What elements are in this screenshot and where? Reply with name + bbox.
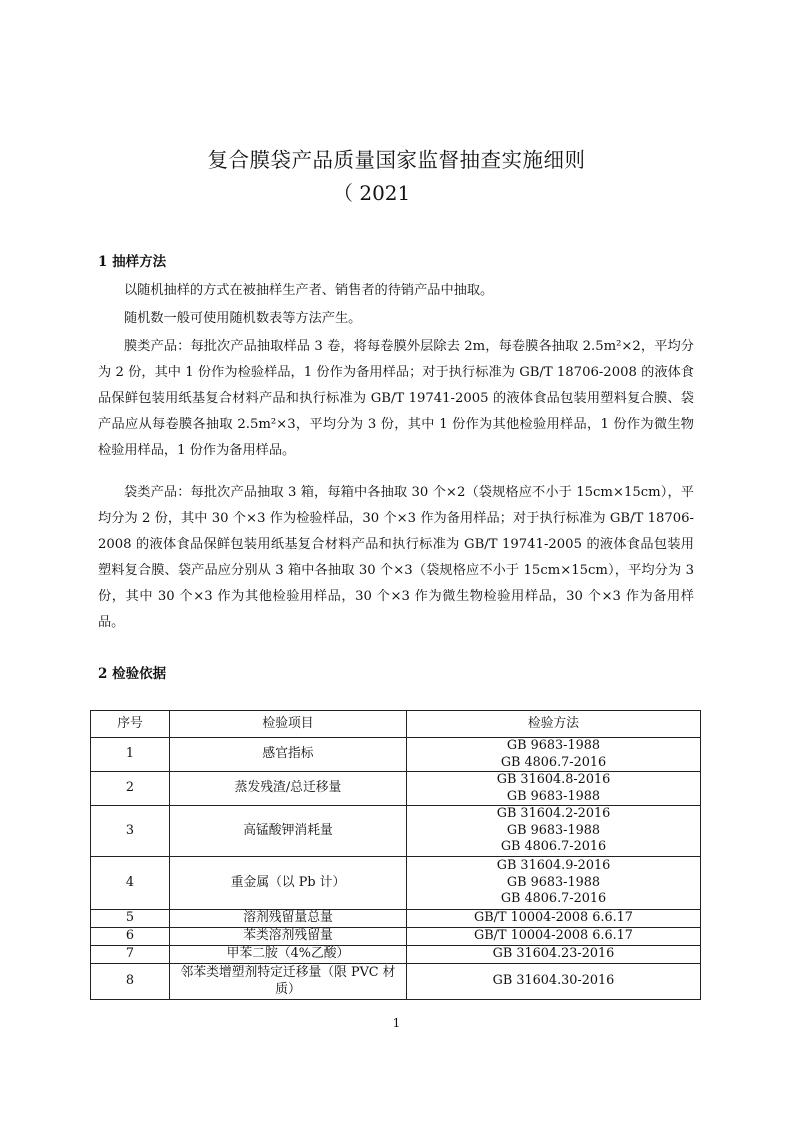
header-method: 检验方法 [407,711,701,738]
document-year: （ 2021 [333,181,411,205]
method-line: GB 31604.30-2016 [492,973,615,989]
header-no: 序号 [91,711,170,738]
method-line: GB/T 10004-2008 6.6.17 [474,928,633,944]
row-item: 蒸发残渣/总迁移量 [170,772,407,806]
table-row [91,857,701,910]
row-item: 溶剂残留量总量 [170,910,407,928]
method-line: GB 31604.8-2016 [496,772,611,787]
header-item: 检验项目 [170,711,407,738]
method-line: GB 9683-1988 [506,874,601,890]
row-methods [407,928,701,946]
row-no: 7 [91,946,170,964]
method-line: GB 4806.7-2016 [500,891,607,907]
table-row [91,738,701,772]
method-line: GB/T 10004-2008 6.6.17 [474,910,633,926]
method-line: GB 31604.9-2016 [496,858,611,874]
row-no: 6 [91,928,170,946]
page-number: 1 [392,1016,401,1030]
paragraph-random-number: 随机数一般可使用随机数表等方法产生。 [124,311,362,326]
row-methods [407,738,701,772]
table-row [91,772,701,806]
method-line: GB 31604.2-2016 [496,806,611,822]
row-item: 甲苯二胺（4%乙酸） [170,946,407,964]
table-row [91,964,701,1000]
row-no: 5 [91,910,170,928]
row-no: 4 [91,857,170,910]
row-no: 1 [91,738,170,772]
paragraph-film-products: 膜类产品：每批次产品抽取样品 3 卷，将每卷膜外层除去 2m，每卷膜各抽取 2.5m²×2，平均分为 2 份，其中 1 份作为检验样品，1 份作为备用样品；对于执行标准为 GB/T 18706-2008 的液体食品保鲜包装用纸基复合材料产品和执行标准为 GB/T 19741-2005 的液体食品包装用塑料复合膜、袋产品应从每卷膜各抽取 2.5m²×3，平均分为 3 份，其中 1 份作为其他检验用样品，1 份作为微生物检验用样品，1 份作为备用样品。 [98,339,694,458]
row-no: 8 [91,964,170,1000]
row-no: 3 [91,806,170,857]
row-item: 苯类溶剂残留量 [170,928,407,946]
paragraph-sampling-method: 以随机抽样的方式在被抽样生产者、销售者的待销产品中抽取。 [124,283,494,298]
method-line: GB 31604.23-2016 [492,946,615,962]
method-line: GB 4806.7-2016 [500,754,607,770]
method-line: GB 9683-1988 [506,738,601,753]
row-methods [407,946,701,964]
document-title: 复合膜袋产品质量国家监督抽查实施细则 [207,148,586,172]
row-item: 邻苯类增塑剂特定迁移量（限 PVC 材质） [170,964,407,1000]
row-methods [407,772,701,806]
section-2-heading: 2 检验依据 [98,666,167,682]
paragraph-bag-products: 袋类产品：每批次产品抽取 3 箱，每箱中各抽取 30 个×2（袋规格应不小于 15cm×15cm），平均分为 2 份，其中 30 个×3 作为检验样品，30 个×3 作为备用样品；对于执行标准为 GB/T 18706-2008 的液体食品保鲜包装用纸基复合材料产品和执行标准为 GB/T 19741-2005 的液体食品包装用塑料复合膜、袋产品应分别从 3 箱中各抽取 30 个×3（袋规格应不小于 15cm×15cm），平均分为 3 份，其中 30 个×3 作为其他检验用样品，30 个×3 作为微生物检验用样品，30 个×3 作为备用样品。 [98,485,694,630]
method-line: GB 9683-1988 [506,788,601,804]
row-methods [407,964,701,1000]
row-no: 2 [91,772,170,806]
row-methods [407,857,701,910]
method-line: GB 9683-1988 [506,822,601,838]
row-methods [407,806,701,857]
table-header-row [91,711,701,738]
row-item: 高锰酸钾消耗量 [170,806,407,857]
table-row [91,806,701,857]
method-line: GB 4806.7-2016 [500,839,607,855]
table-row [91,928,701,946]
table-row [91,946,701,964]
row-methods [407,910,701,928]
inspection-basis-table [90,710,701,1000]
row-item: 重金属（以 Pb 计） [170,857,407,910]
section-1-heading: 1 抽样方法 [98,254,167,270]
row-item: 感官指标 [170,738,407,772]
table-row [91,910,701,928]
